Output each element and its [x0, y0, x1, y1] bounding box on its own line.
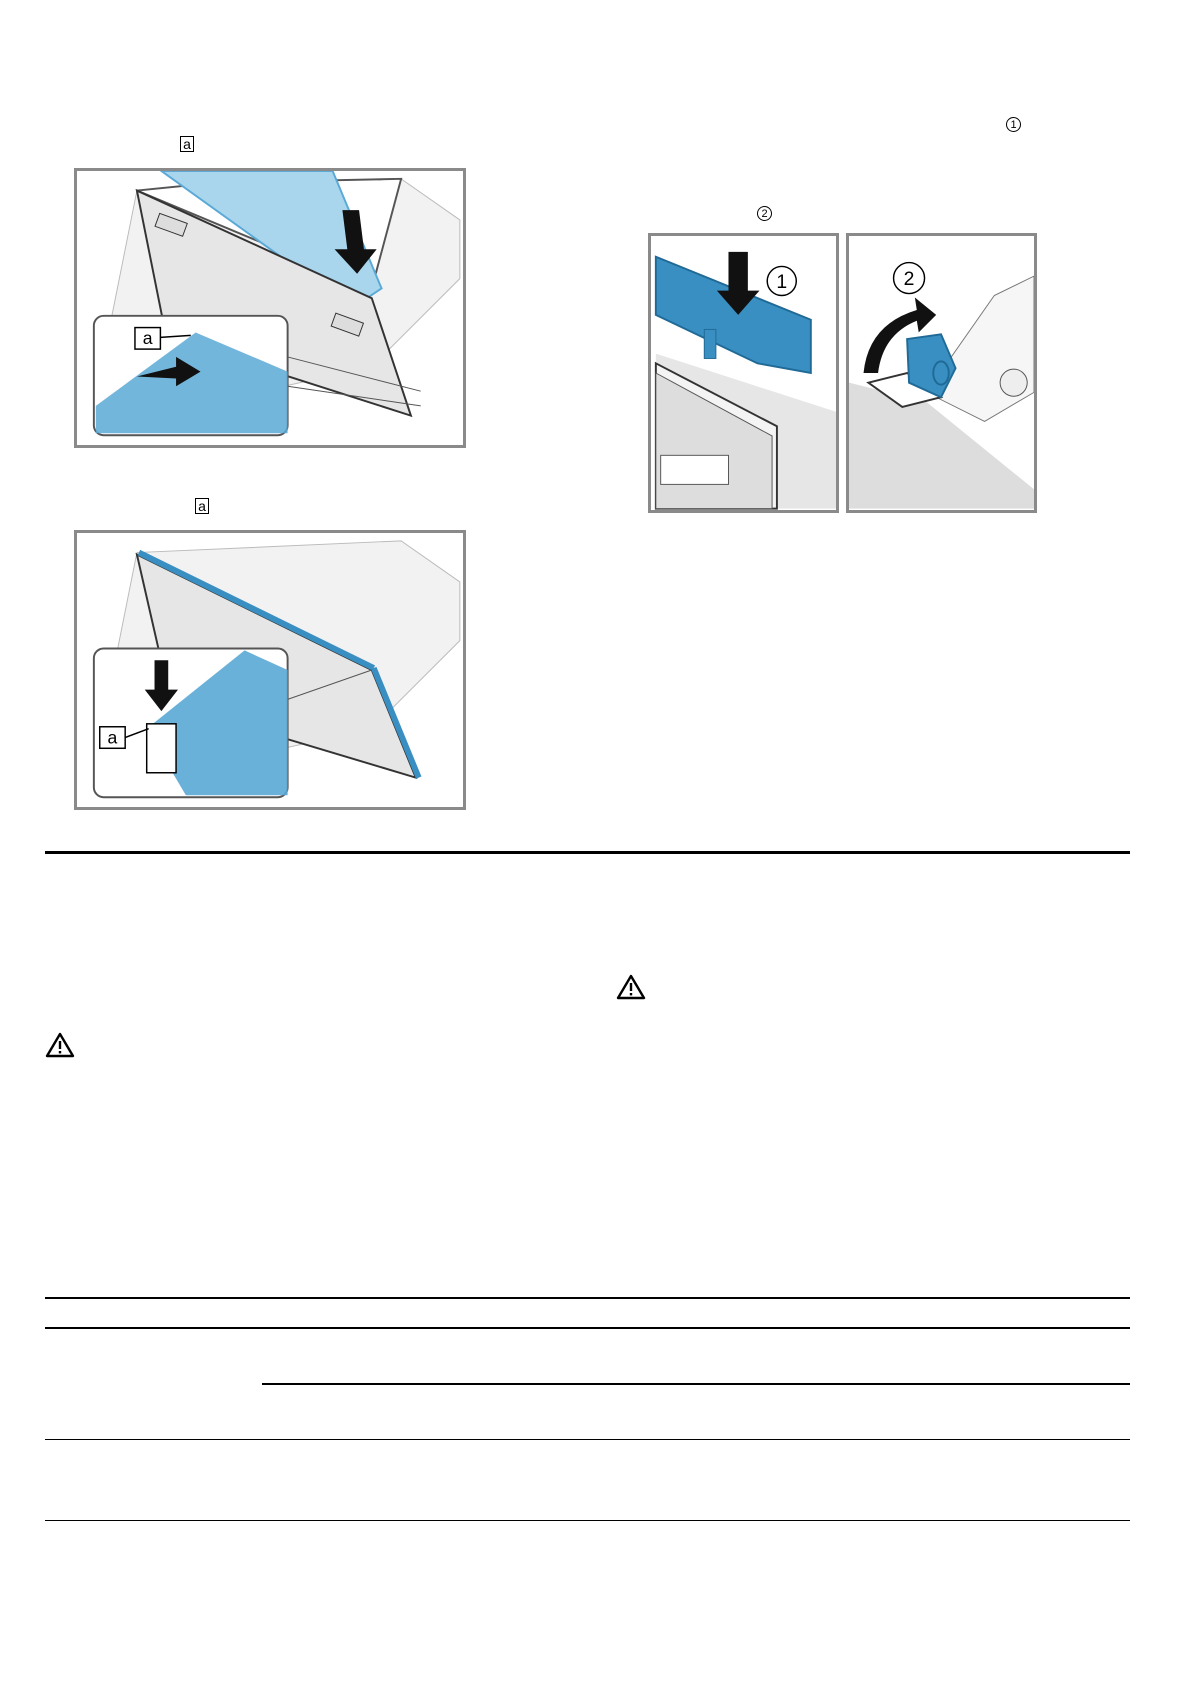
table-bottom-rule	[45, 1520, 1130, 1521]
step-circle-one: 1	[1006, 117, 1021, 132]
rotate-lever-illustration	[849, 236, 1034, 510]
figure-seat-glass-pane	[74, 530, 466, 810]
table-row-rule	[45, 1439, 1130, 1440]
reference-a-marker-2: a	[195, 498, 209, 514]
figure-rotate-lever	[846, 233, 1037, 513]
table-row-subdivider	[262, 1383, 1130, 1385]
table-header-rule	[45, 1327, 1130, 1329]
table-top-rule	[45, 1297, 1130, 1299]
fig3-step-number: 1	[776, 270, 788, 293]
seat-glass-illustration	[77, 533, 463, 807]
press-clip-illustration	[651, 236, 836, 510]
fig4-step-number: 2	[903, 267, 915, 290]
reference-a-marker-1: a	[180, 136, 194, 152]
figure-press-clip	[648, 233, 839, 513]
warning-triangle-icon	[616, 974, 646, 1000]
section-divider	[45, 851, 1130, 854]
figure-insert-glass-pane	[74, 168, 466, 448]
insert-glass-illustration	[77, 171, 463, 445]
step-circle-two: 2	[757, 206, 772, 221]
fig2-callout-label: a	[107, 727, 118, 748]
warning-triangle-icon	[45, 1032, 75, 1058]
fig1-callout-label: a	[142, 328, 153, 349]
